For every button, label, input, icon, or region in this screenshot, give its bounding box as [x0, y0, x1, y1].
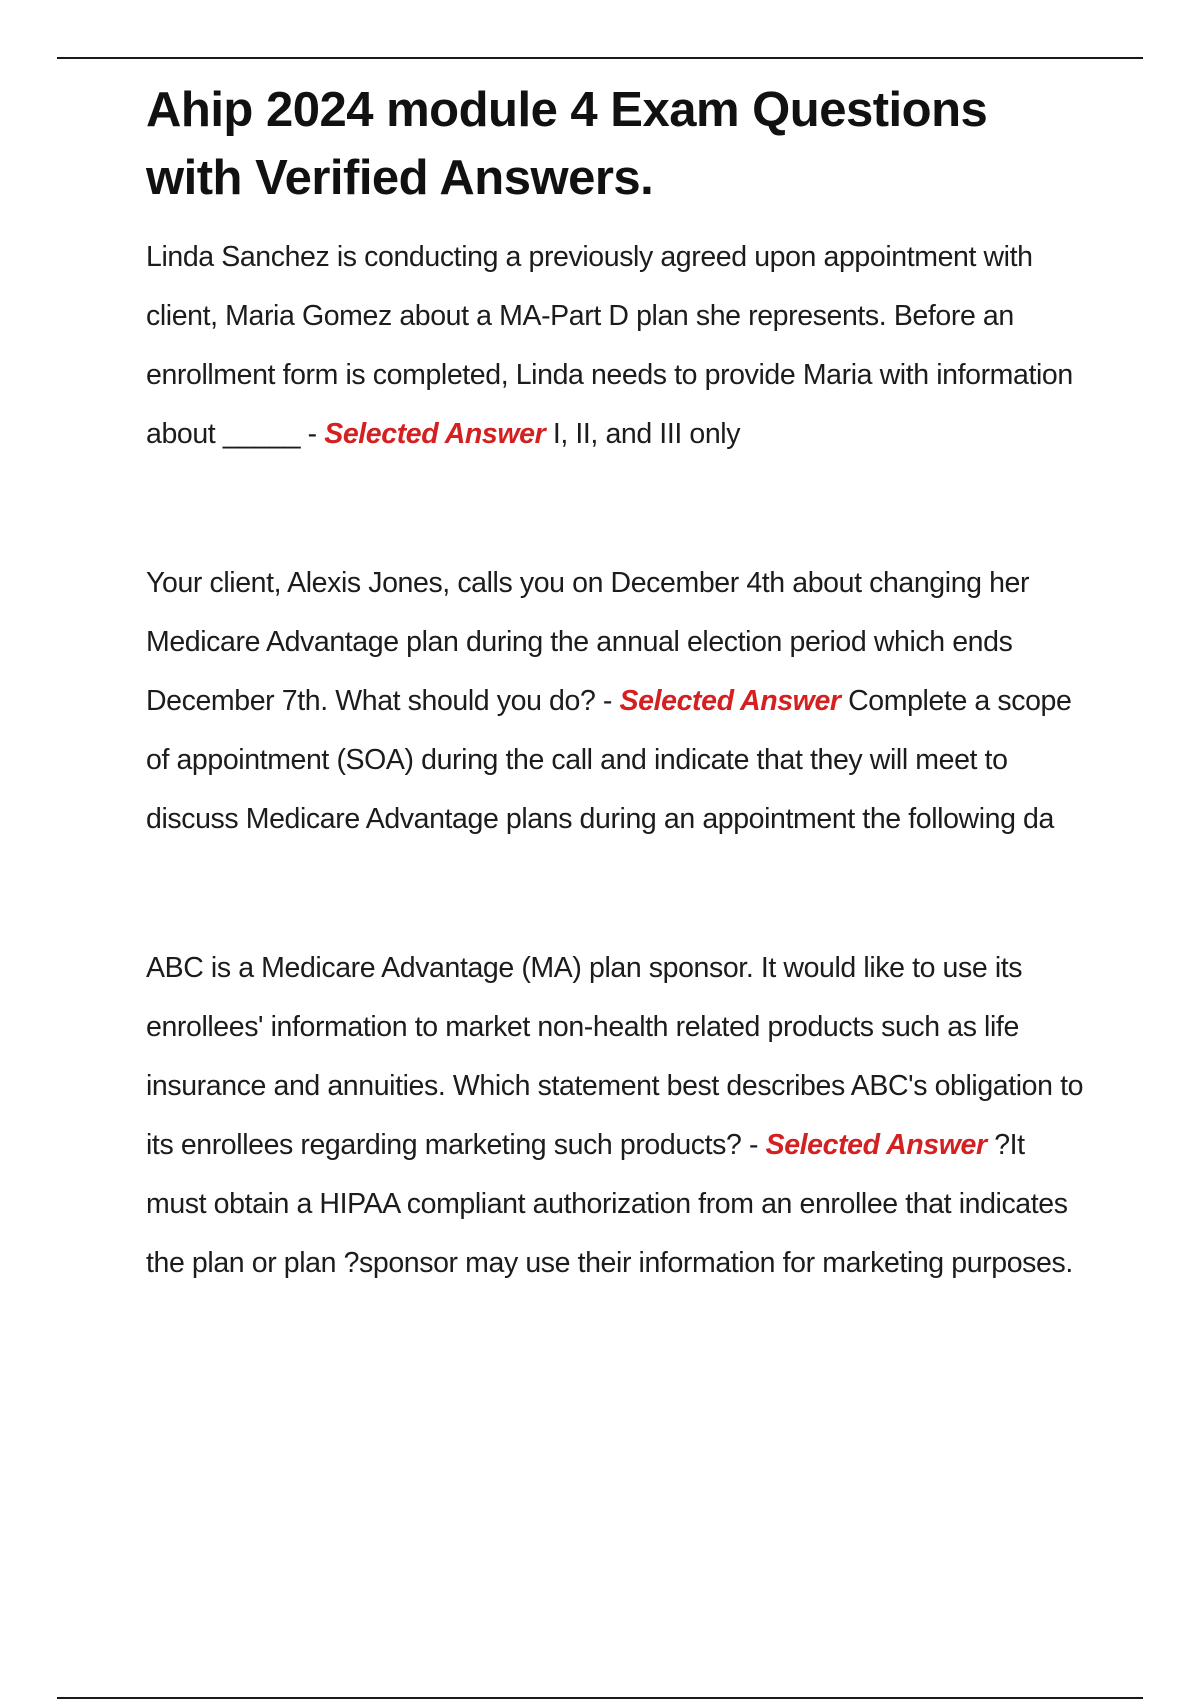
bottom-rule: [57, 1697, 1143, 1699]
selected-answer-label-3: Selected Answer: [765, 1129, 987, 1161]
answer-text-2: Complete a scope of appointment (SOA) during the call and indicate that they will meet to discuss Medicare Advantage plans during an appointment the following da: [146, 685, 1072, 835]
selected-answer-label-2: Selected Answer: [619, 685, 841, 717]
title-line-2: with Verified Answers.: [146, 151, 654, 205]
selected-answer-label-1: Selected Answer: [324, 418, 546, 450]
question-block-1: [146, 228, 1086, 464]
question-text-3: ABC is a Medicare Advantage (MA) plan sponsor. It would like to use its enrollees' information to market non-health related products such as life insurance and annuities. Which statement best describes ABC's obligation to its enrollees regarding marketing such products? -: [146, 952, 1084, 1161]
top-rule: [57, 57, 1143, 59]
document-page: [146, 76, 1086, 1293]
question-block-2: [146, 554, 1086, 849]
document-title: [146, 76, 1086, 212]
question-text-2: Your client, Alexis Jones, calls you on December 4th about changing her Medicare Advantage plan during the annual election period which ends December 7th. What should you do? -: [146, 567, 1030, 717]
answer-text-1: I, II, and III only: [552, 418, 741, 450]
title-line-1: Ahip 2024 module 4 Exam Questions: [146, 83, 988, 137]
answer-text-3: ?It must obtain a HIPAA compliant authorization from an enrollee that indicates the plan or plan ?sponsor may use their information for marketing purposes.: [146, 1129, 1073, 1279]
question-block-3: [146, 939, 1086, 1293]
question-text-1: Linda Sanchez is conducting a previously agreed upon appointment with client, Maria Gomez about a MA-Part D plan she represents. Before an enrollment form is completed, Linda needs to provide Maria with information about _____ -: [146, 241, 1073, 450]
